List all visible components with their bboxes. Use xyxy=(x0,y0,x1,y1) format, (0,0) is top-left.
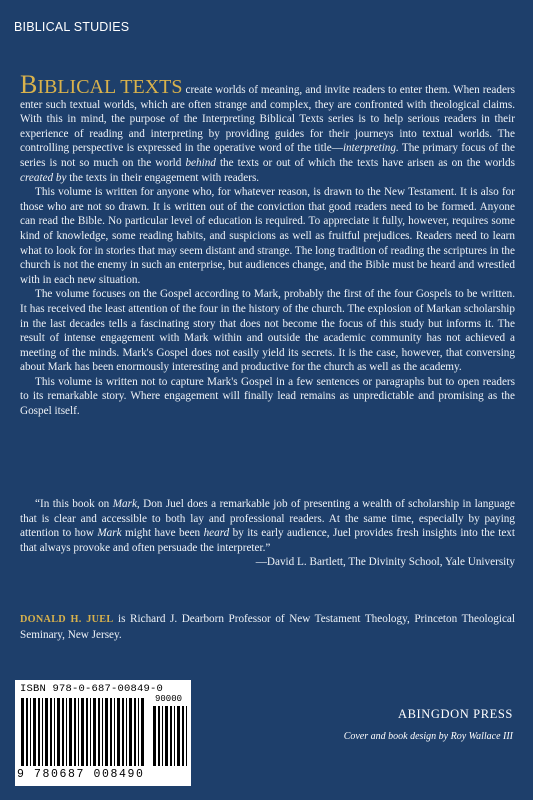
isbn-number: ISBN 978-0-687-00849-0 xyxy=(20,683,164,695)
isbn-barcode xyxy=(15,680,191,786)
intro-em-3: created by xyxy=(20,171,67,184)
quote-em-1: Mark, xyxy=(112,498,140,510)
author-name: DONALD H. JUEL xyxy=(20,614,114,625)
design-credit: Cover and book design by Roy Wallace III xyxy=(343,731,513,742)
purpose-paragraph: This volume is written not to capture Mark's Gospel in a few sentences or paragraphs but to open readers to its remarkable story. Where engagement will finally lead remains as unpredictable and promising as the Gospel itself. xyxy=(20,375,515,418)
drop-cap-rest: IBLICAL TEXTS xyxy=(37,76,183,98)
publisher-name: ABINGDON PRESS xyxy=(397,707,513,721)
quote-em-2: Mark xyxy=(97,527,122,540)
quote-attribution: —David L. Bartlett, The Divinity School, Yale University xyxy=(255,556,515,569)
intro-text-a: create worlds of meaning, and invite readers to enter them. When readers enter such textual worlds, which are often strange and complex, they are confronted with theological claims. With this in mind, the purpose of the Interpreting Biblical Texts series is to help serious readers in their experience of reading and interpreting by providing guides for their journeys into textual worlds. The controlling perspective is expressed in the operative word of the title— xyxy=(20,84,515,155)
quote-text-b: Don Juel does a remarkable job of presenting a wealth of scholarship in language that is clear and accessible to both lay and professional readers. At the same time, especially by paying attention to how xyxy=(20,498,515,540)
intro-text-c: the texts or out of which the texts have arisen as on the worlds xyxy=(215,156,515,169)
quote-text-c: might have been xyxy=(121,527,204,540)
intro-em-1: interpreting. xyxy=(342,142,399,155)
intro-em-2: behind xyxy=(185,156,216,169)
quote-em-3: heard xyxy=(203,527,230,540)
price-addon: 90000 xyxy=(155,694,183,704)
audience-paragraph: This volume is written for anyone who, for whatever reason, is drawn to the New Testament. It is also for those who are not so drawn. It is written out of the conviction that good readers need to be formed. Anyone can read the Bible. No particular level of education is required. To appreciate it fully, however, requires some kind of knowledge, some reading habits, and suspicions as well as fruitful prejudices. Readers need to learn what to look for in stories that may seem distant and strange. The long tradition of reading the scriptures in the church is not the enemy in such an enterprise, but audiences change, and the Bible must be heard and wrestled with in each new situation. xyxy=(20,186,515,286)
endorsement-quote xyxy=(20,497,515,570)
intro-text-b: The primary focus of the series is not so much on the world xyxy=(20,142,515,169)
focus-paragraph: The volume focuses on the Gospel according to Mark, probably the first of the four Gospels to be written. It has received the least attention of the four in the history of the church. The explosion of Markan scholarship in the last decades tells a fascinating story that does not become the focus of this study but informs it. The result of intense engagement with Mark within and outside the academic community has not achieved a meeting of the minds. Mark's Gospel does not easily yield its secrets. It is the case, however, that conversing about Mark has been enormously interesting and productive for the church as well as the academy. xyxy=(20,288,515,374)
barcode-digits: 9 780687 008490 xyxy=(17,768,145,781)
drop-cap: B xyxy=(20,70,38,99)
author-bio xyxy=(20,612,515,642)
author-bio-text: is Richard J. Dearborn Professor of New Testament Theology, Princeton Theological Seminary, New Jersey. xyxy=(20,613,515,641)
intro-paragraph xyxy=(20,70,515,185)
quote-text-a: “In this book on xyxy=(35,498,113,510)
category-label: BIBLICAL STUDIES xyxy=(14,20,130,34)
quote-text xyxy=(20,497,515,555)
description-block xyxy=(20,70,515,419)
quote-text-d: by its early audience, Juel provides fresh insights into the text that always provoke and often persuade the interpreter.” xyxy=(20,527,515,554)
intro-text-d: the texts in their engagement with readers. xyxy=(66,171,260,184)
